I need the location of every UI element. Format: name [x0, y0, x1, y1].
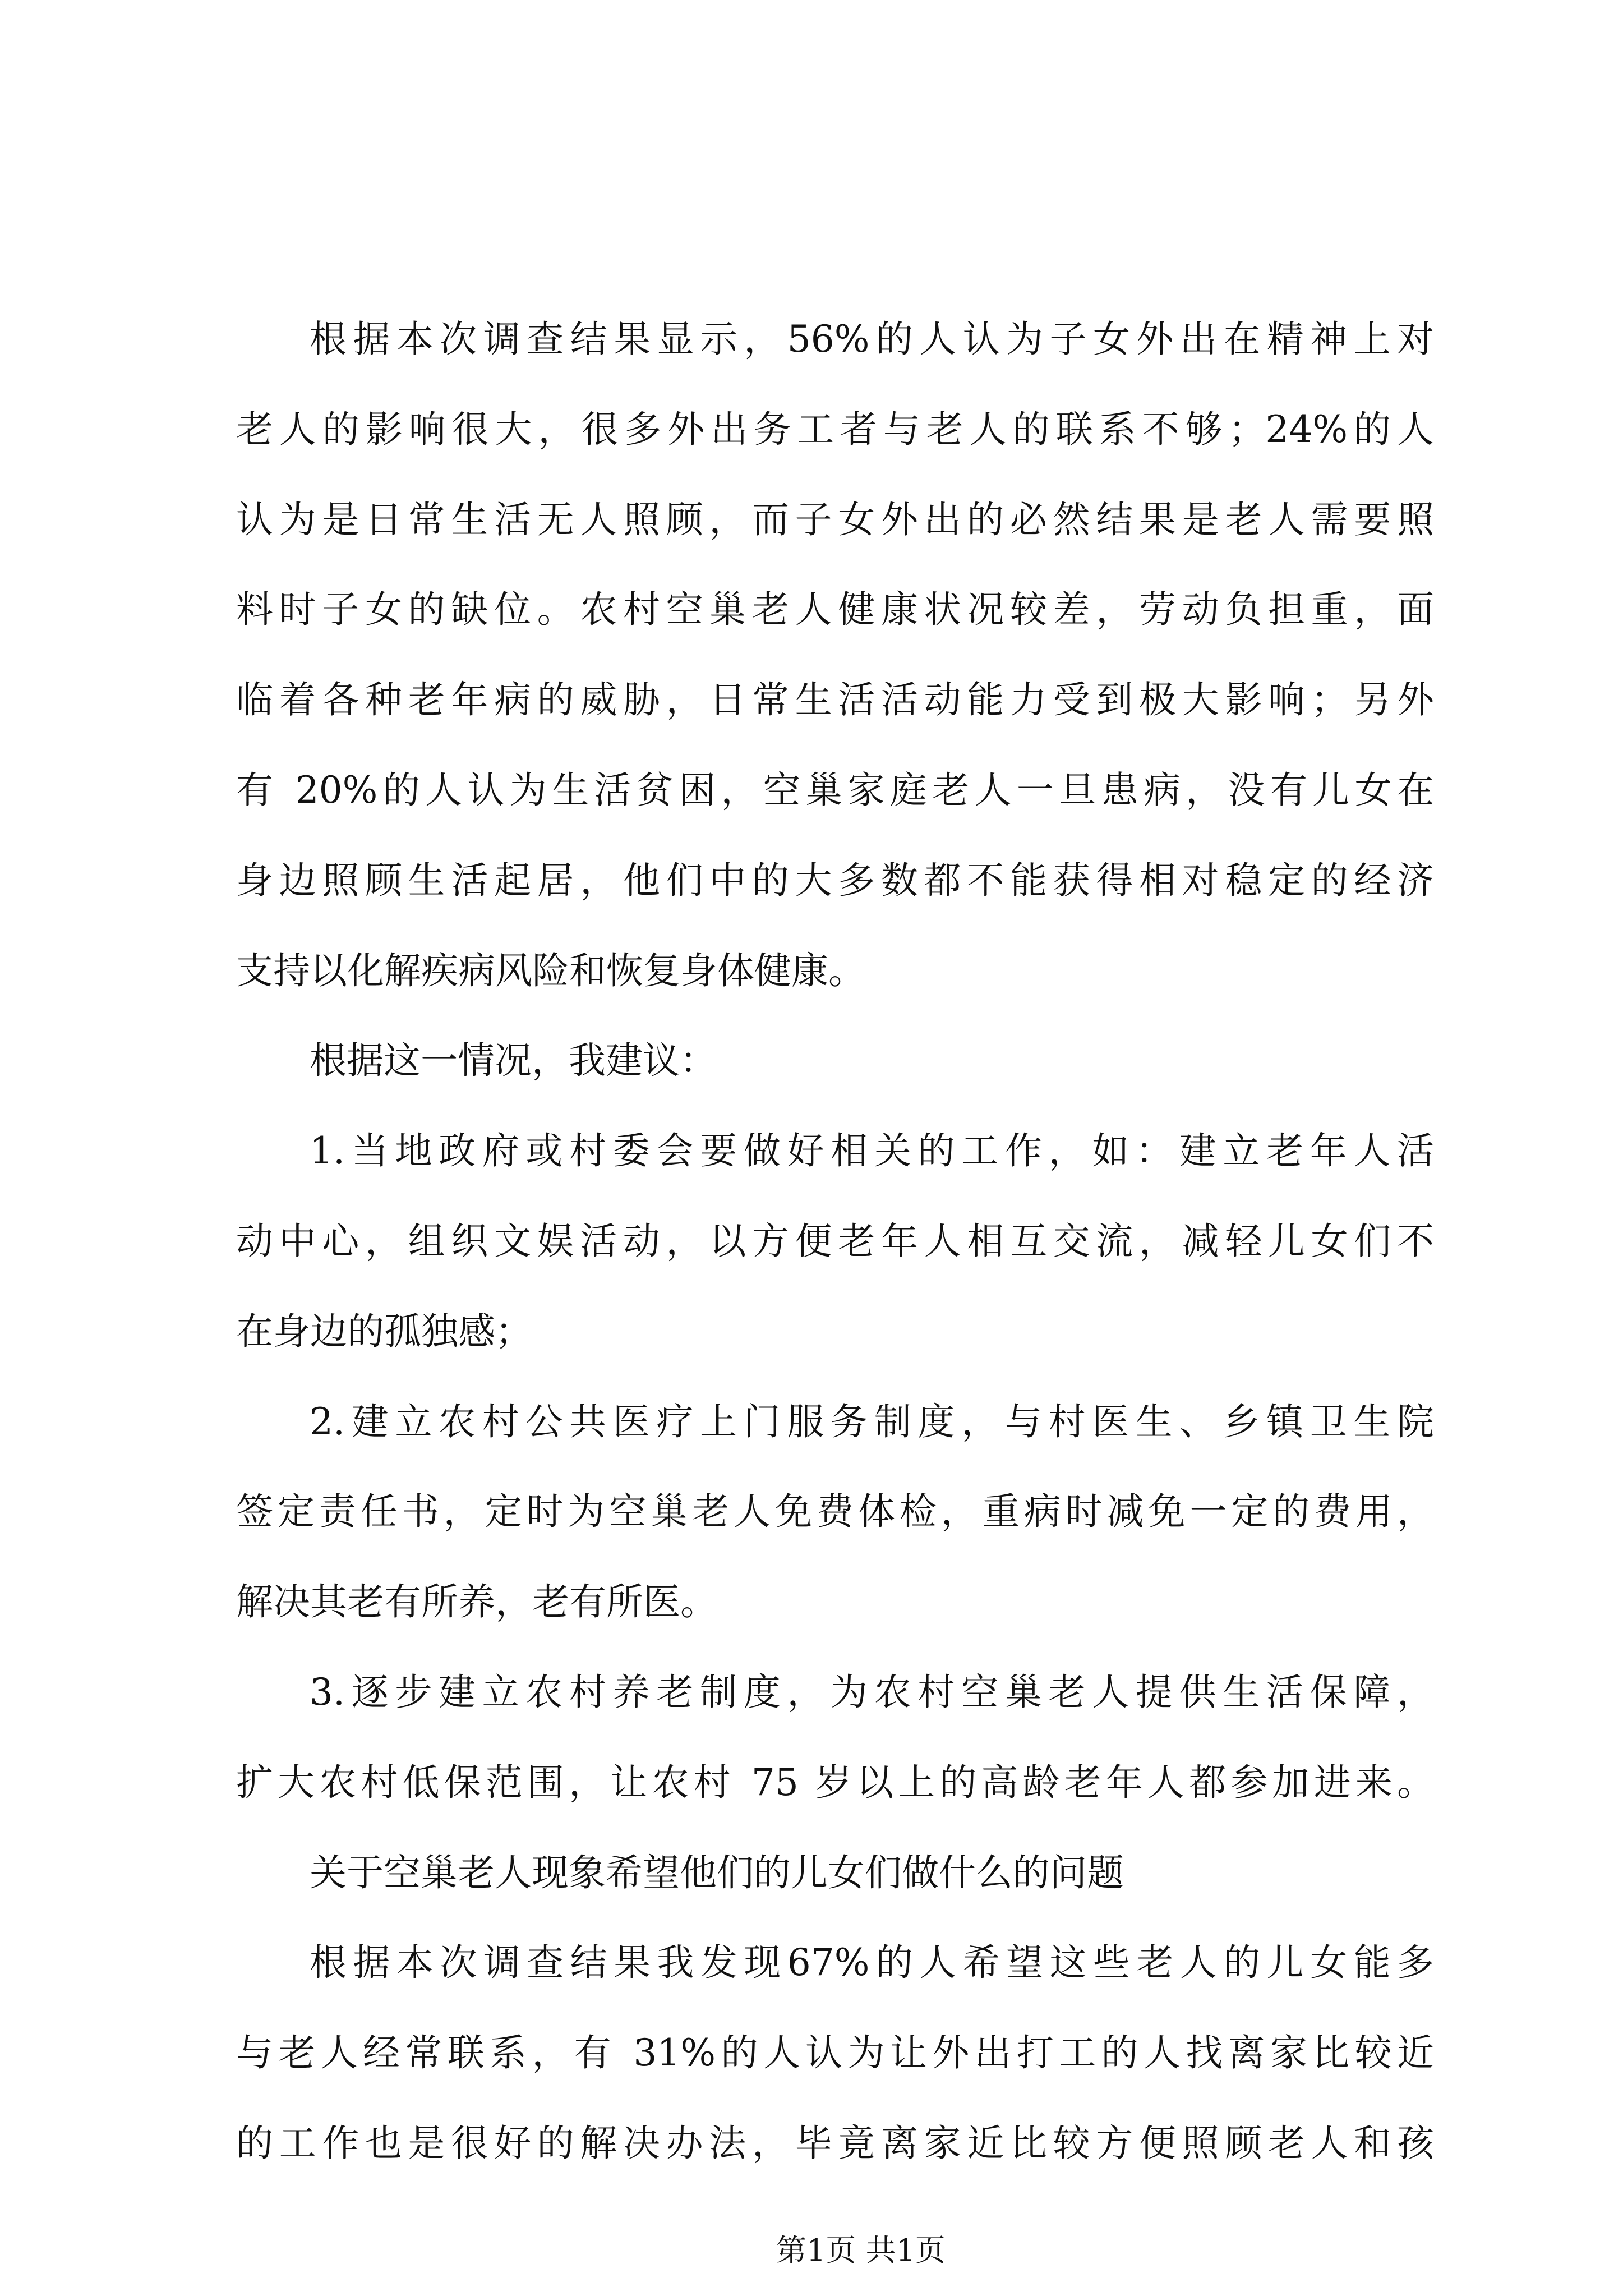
paragraph-line: 临着各种老年病的威胁，日常生活活动能力受到极大影响；另外	[236, 678, 1434, 722]
list-item-3	[236, 1648, 1434, 1828]
paragraph-line: 动中心，组织文娱活动，以方便老年人相互交流，减轻儿女们不	[236, 1219, 1434, 1263]
paragraph-survey-results	[236, 295, 1434, 1016]
paragraph-children-expectations	[236, 1918, 1434, 2188]
section-heading	[236, 1828, 1434, 1918]
paragraph-line: 老人的影响很大，很多外出务工者与老人的联系不够；24%的人	[236, 407, 1434, 451]
paragraph-line: 签定责任书，定时为空巢老人免费体检，重病时减免一定的费用，	[236, 1490, 1434, 1534]
list-item-2	[236, 1377, 1434, 1648]
paragraph-line: 认为是日常生活无人照顾，而子女外出的必然结果是老人需要照	[236, 498, 1434, 541]
list-item-1	[236, 1106, 1434, 1377]
paragraph-line: 料时子女的缺位。农村空巢老人健康状况较差，劳动负担重，面	[236, 588, 1434, 632]
paragraph-line: 支持以化解疾病风险和恢复身体健康。	[236, 949, 865, 992]
document-body	[236, 295, 1434, 2189]
paragraph-line: 与老人经常联系，有 31%的人认为让外出打工的人找离家比较近	[236, 2031, 1434, 2075]
paragraph-line: 1.当地政府或村委会要做好相关的工作，如：建立老年人活	[310, 1129, 1434, 1173]
paragraph-line: 扩大农村低保范围，让农村 75 岁以上的高龄老年人都参加进来。	[236, 1760, 1434, 1804]
paragraph-suggestion-intro	[236, 1016, 1434, 1106]
paragraph-line: 根据本次调查结果我发现67%的人希望这些老人的儿女能多	[310, 1941, 1434, 1985]
paragraph-line: 身边照顾生活起居，他们中的大多数都不能获得相对稳定的经济	[236, 858, 1434, 902]
paragraph-line: 3.逐步建立农村养老制度，为农村空巢老人提供生活保障，	[310, 1670, 1434, 1714]
paragraph-line: 解决其老有所养，老有所医。	[236, 1580, 717, 1624]
page-footer: 第1页 共1页	[776, 2233, 946, 2268]
paragraph-line: 的工作也是很好的解决办法，毕竟离家近比较方便照顾老人和孩	[236, 2121, 1434, 2165]
paragraph-line: 关于空巢老人现象希望他们的儿女们做什么的问题	[310, 1851, 1124, 1894]
paragraph-line: 2.建立农村公共医疗上门服务制度，与村医生、乡镇卫生院	[310, 1400, 1434, 1443]
paragraph-line: 在身边的孤独感；	[236, 1309, 532, 1353]
paragraph-line: 根据这一情况，我建议：	[310, 1039, 717, 1083]
paragraph-line: 根据本次调查结果显示，56%的人认为子女外出在精神上对	[310, 318, 1434, 361]
paragraph-line: 有 20%的人认为生活贫困，空巢家庭老人一旦患病，没有儿女在	[236, 768, 1434, 812]
